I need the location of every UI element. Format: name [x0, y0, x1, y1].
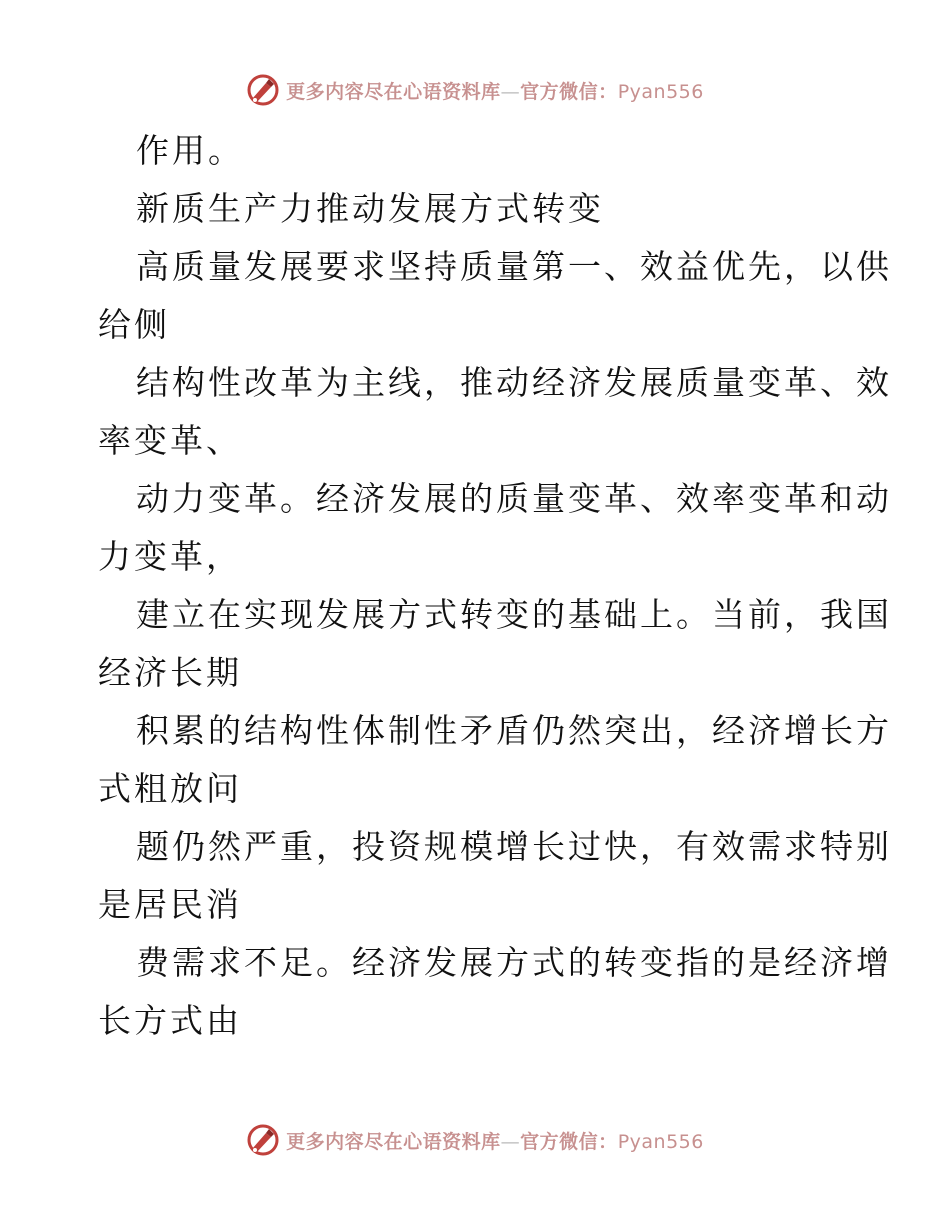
watermark-main: 更多内容尽在心语资料库 — [286, 1130, 501, 1153]
body-line: 经济长期 — [98, 653, 242, 692]
body-line: 是居民消 — [98, 885, 242, 924]
watermark-dash: — — [500, 80, 521, 103]
body-line: 式粗放问 — [98, 769, 242, 808]
watermark-suffix: 官方微信： — [520, 80, 618, 103]
body-line: 给侧 — [98, 305, 170, 344]
body-line: 力变革， — [98, 537, 242, 576]
document-body — [98, 122, 892, 1050]
body-line: 积累的结构性体制性矛盾仍然突出，经济增长方 — [136, 711, 892, 750]
watermark-dash: — — [500, 1130, 521, 1153]
watermark-suffix: 官方微信： — [520, 1130, 618, 1153]
body-line: 长方式由 — [98, 1001, 242, 1040]
watermark-id: Pyan556 — [617, 1130, 704, 1153]
watermark-id: Pyan556 — [617, 80, 704, 103]
watermark-text — [286, 77, 704, 104]
body-line: 高质量发展要求坚持质量第一、效益优先，以供 — [136, 247, 892, 286]
body-line: 费需求不足。经济发展方式的转变指的是经济增 — [136, 943, 892, 982]
body-line: 作用。 — [136, 131, 244, 170]
watermark-text — [286, 1127, 704, 1154]
pen-circle-icon — [246, 73, 280, 107]
body-line: 率变革、 — [98, 421, 242, 460]
body-line: 建立在实现发展方式转变的基础上。当前，我国 — [136, 595, 892, 634]
footer-watermark — [0, 1120, 950, 1160]
body-line: 题仍然严重，投资规模增长过快，有效需求特别 — [136, 827, 892, 866]
watermark-main: 更多内容尽在心语资料库 — [286, 80, 501, 103]
pen-circle-icon — [246, 1123, 280, 1157]
body-line: 动力变革。经济发展的质量变革、效率变革和动 — [136, 479, 892, 518]
body-line: 结构性改革为主线，推动经济发展质量变革、效 — [136, 363, 892, 402]
body-line: 新质生产力推动发展方式转变 — [136, 189, 604, 228]
header-watermark — [0, 70, 950, 110]
